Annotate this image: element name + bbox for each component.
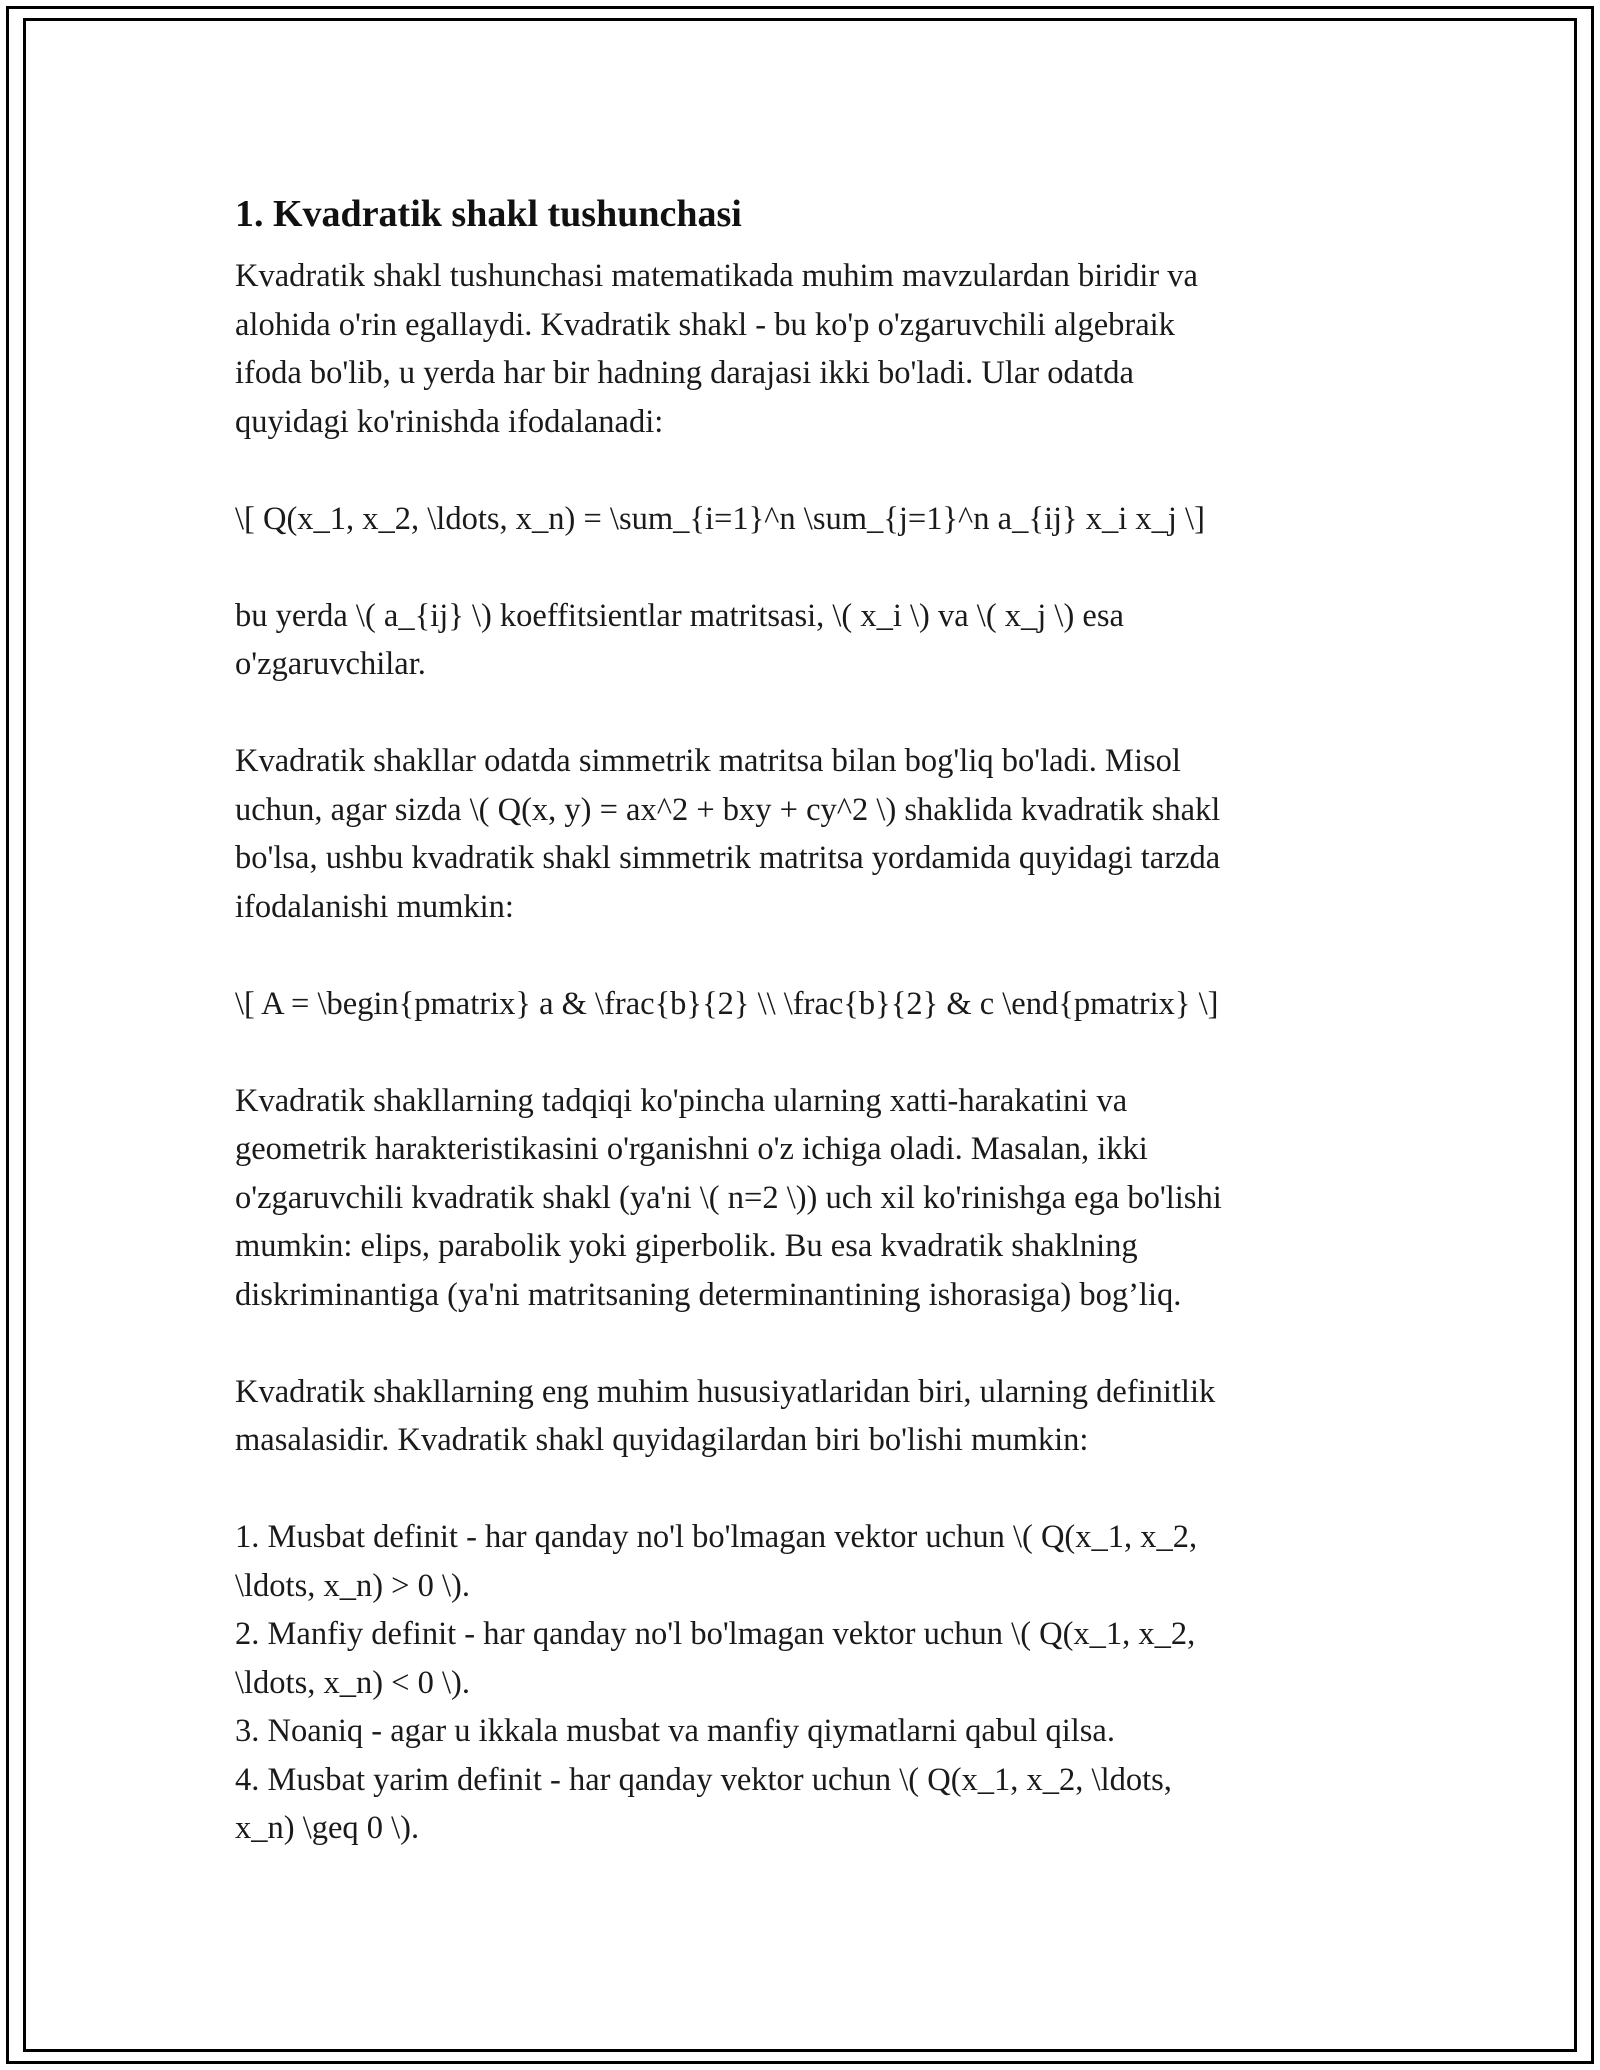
paragraph-symmetric-matrix: Kvadratik shakllar odatda simmetrik matritsa bilan bog'liq bo'ladi. Misol uchun, agar sizda \( Q(x, y) = ax^2 + bxy + cy^2 \) shaklida kvadratik shakl bo'lsa, ushbu kvadratik shakl simmetrik matritsa yordamida quyidagi tarzda ifodalanishi mumkin:: [235, 743, 1221, 925]
list-item-positive-semidefinite: 4. Musbat yarim definit - har qanday vektor uchun \( Q(x_1, x_2, \ldots, x_n) \geq 0 \).: [235, 1761, 1172, 1846]
paragraph-intro: Kvadratik shakl tushunchasi matematikada muhim mavzulardan biridir va alohida o'rin egallaydi. Kvadratik shakl - bu ko'p o'zgaruvchili algebraik ifoda bo'lib, u yerda har bir hadning darajasi ikki bo'ladi. Ular odatda quyidagi ko'rinishda ifodalanadi:: [235, 258, 1198, 440]
list-item-indefinite: 3. Noaniq - agar u ikkala musbat va manfiy qiymatlarni qabul qilsa.: [235, 1713, 1115, 1749]
document-body: [235, 188, 1375, 1853]
paragraph-coefficients: bu yerda \( a_{ij} \) koeffitsientlar matritsasi, \( x_i \) va \( x_j \) esa o'zgaruvchilar.: [235, 597, 1124, 682]
list-item-negative-definite: 2. Manfiy definit - har qanday no'l bo'lmagan vektor uchun \( Q(x_1, x_2, \ldots, x_n) < 0 \).: [235, 1616, 1196, 1701]
paragraph-geometry: Kvadratik shakllarning tadqiqi ko'pincha ularning xatti-harakatini va geometrik harakteristikasini o'rganishni o'z ichiga oladi. Masalan, ikki o'zgaruvchili kvadratik shakl (ya'ni \( n=2 \)) uch xil ko'rinishga ega bo'lishi mumkin: elips, parabolik yoki giperbolik. Bu esa kvadratik shaklning diskriminantiga (ya'ni matritsaning determinantining ishorasiga) bog’liq.: [235, 1082, 1222, 1313]
section-heading: 1. Kvadratik shakl tushunchasi: [235, 193, 742, 235]
formula-matrix: \[ A = \begin{pmatrix} a & \frac{b}{2} \\ \frac{b}{2} & c \end{pmatrix} \]: [235, 985, 1219, 1022]
formula-quadratic-form: \[ Q(x_1, x_2, \ldots, x_n) = \sum_{i=1}^n \sum_{j=1}^n a_{ij} x_i x_j \]: [235, 500, 1205, 537]
definiteness-list: [235, 1513, 1375, 1853]
list-item-positive-definite: 1. Musbat definit - har qanday no'l bo'lmagan vektor uchun \( Q(x_1, x_2, \ldots, x_n) > 0 \).: [235, 1519, 1198, 1604]
paragraph-definiteness: Kvadratik shakllarning eng muhim hususiyatlaridan biri, ularning definitlik masalasidir. Kvadratik shakl quyidagilardan biri bo'lishi mumkin:: [235, 1373, 1216, 1458]
